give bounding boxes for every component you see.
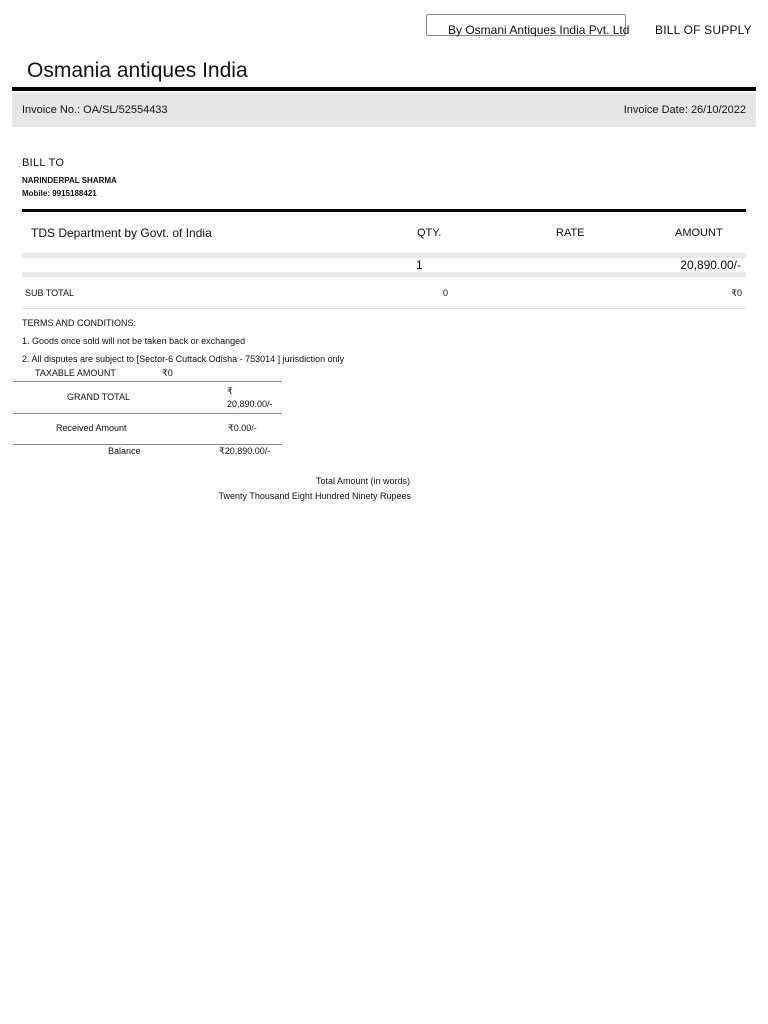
term-item: 2. All disputes are subject to [Sector-6 Cuttack Odisha - 753014 ] jurisdiction only [22,354,345,364]
amount-in-words-label: Total Amount (in words) [315,476,410,486]
subtotal-divider [22,308,746,309]
brand-divider [12,87,756,91]
balance-label: Balance [108,446,141,456]
invoice-date: Invoice Date: 26/10/2022 [623,104,746,116]
document-type: BILL OF SUPPLY [655,23,752,37]
subtotal-amount: ₹0 [731,288,742,298]
received-amount-value: ₹0.00/- [228,423,257,433]
brand-name: Osmania antiques India [27,59,248,82]
balance-value: ₹20,890.00/- [219,446,271,456]
amount-column-header: AMOUNT [675,227,723,239]
received-amount-label: Received Amount [56,423,127,433]
bill-to-mobile: Mobile: 9915188421 [22,189,97,198]
summary-divider [13,381,282,382]
qty-column-header: QTY. [417,227,442,239]
amount-in-words-value: Twenty Thousand Eight Hundred Ninety Rupees [218,491,411,501]
subtotal-qty: 0 [443,288,449,298]
items-table-top-rule [22,209,746,212]
grand-total-value [227,385,273,411]
item-description-header: TDS Department by Govt. of India [31,226,212,240]
header-company-name: By Osmani Antiques India Pvt. Ltd [448,23,630,37]
table-row-band [22,253,746,258]
taxable-amount-value: ₹0 [162,368,173,378]
bill-to-title: BILL TO [22,157,65,169]
summary-divider [13,413,282,414]
term-item: 1. Goods once sold will not be taken back or exchanged [22,336,246,346]
grand-total-currency: ₹ [227,386,233,396]
subtotal-label: SUB TOTAL [25,288,75,298]
grand-total-amount: 20,890.00/- [227,399,273,409]
bill-to-name: NARINDERPAL SHARMA [22,176,117,185]
item-amount: 20,890.00/- [680,258,741,272]
invoice-number: Invoice No.: OA/SL/52554433 [22,104,168,116]
table-row-band [22,272,746,277]
summary-divider [13,444,282,445]
rate-column-header: RATE [556,227,585,239]
taxable-amount-label: TAXABLE AMOUNT [35,368,116,378]
grand-total-label: GRAND TOTAL [67,392,131,402]
item-qty: 1 [416,258,423,272]
terms-title: TERMS AND CONDITIONS: [22,318,137,328]
